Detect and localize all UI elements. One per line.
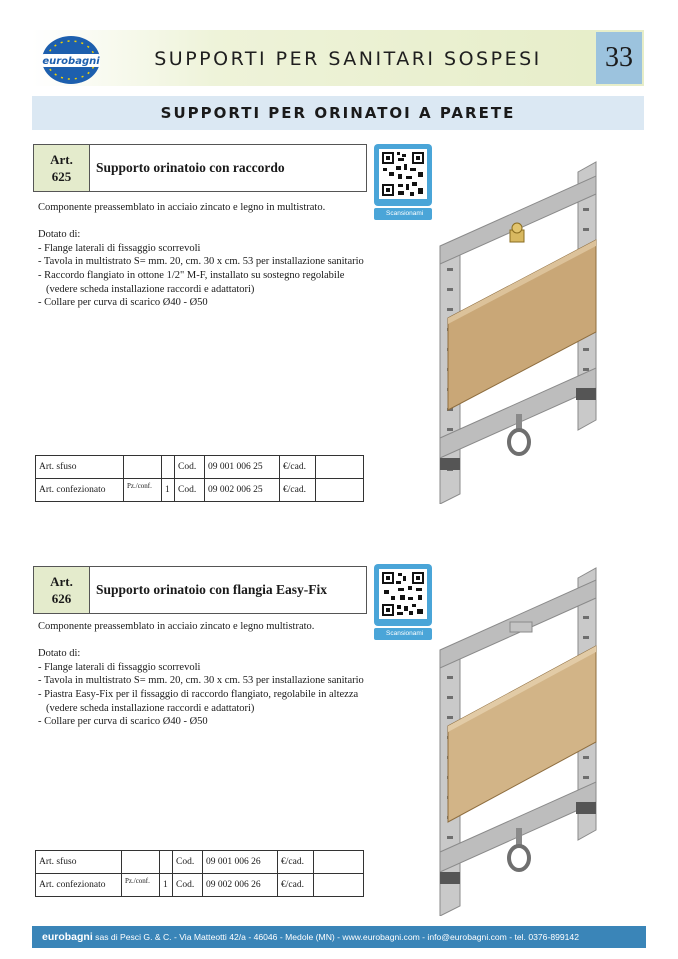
table-row (36, 851, 364, 874)
table-row (36, 456, 364, 479)
footer-contact: sas di Pesci G. & C. - Via Matteotti 42/a - 46046 - Medole (MN) - www.eurobagni.com - info@eurobagni.com - tel. 0376-899142 (95, 932, 579, 942)
table-cell: €/cad. (278, 874, 314, 897)
svg-text:eurobagni: eurobagni (42, 56, 100, 67)
urinal-support-625-image (420, 158, 610, 504)
equipped-label: Dotato di: (38, 648, 81, 660)
product-title-box (33, 566, 367, 614)
table-cell: Pz./conf. (124, 479, 162, 502)
product-title: Supporto orinatoio con flangia Easy-Fix (96, 582, 328, 597)
table-row (36, 479, 364, 502)
list-item: - Collare per curva di scarico Ø40 - Ø50 (38, 297, 208, 309)
description-intro: Componente preassemblato in acciaio zincato e legno multistrato. (38, 621, 315, 632)
table-cell (316, 479, 364, 502)
list-item: - Raccordo flangiato in ottone 1/2" M-F, installato su sostegno regolabile (vedere scheda installazione raccordi e adattatori) (38, 269, 345, 295)
product-description (38, 201, 368, 310)
art-label (34, 145, 90, 191)
table-cell: 09 002 006 25 (205, 479, 280, 502)
table-cell: 09 001 006 25 (205, 456, 280, 479)
art-number: 626 (51, 591, 72, 606)
table-cell: Art. sfuso (36, 851, 122, 874)
table-cell: €/cad. (280, 479, 316, 502)
table-cell: Cod. (175, 456, 205, 479)
table-cell: €/cad. (278, 851, 314, 874)
art-label (34, 567, 90, 613)
list-item: - Piastra Easy-Fix per il fissaggio di raccordo flangiato, regolabile in altezza (vedere scheda installazione raccordi e adattatori) (38, 688, 359, 714)
description-intro: Componente preassemblato in acciaio zincato e legno in multistrato. (38, 202, 326, 213)
table-cell: Cod. (173, 874, 203, 897)
page-title: SUPPORTI PER SANITARI SOSPESI (154, 48, 542, 70)
table-cell (314, 874, 364, 897)
list-item: - Tavola in multistrato S= mm. 20, cm. 30 x cm. 53 per installazione sanitario (38, 256, 364, 268)
section-title: SUPPORTI PER ORINATOI A PARETE (32, 96, 644, 130)
table-cell: Art. sfuso (36, 456, 124, 479)
product-description (38, 620, 368, 729)
list-item: - Collare per curva di scarico Ø40 - Ø50 (38, 716, 208, 728)
table-cell (314, 851, 364, 874)
table-cell: 1 (160, 874, 173, 897)
art-text: Art. (50, 574, 73, 589)
table-cell: Pz./conf. (122, 874, 160, 897)
table-cell: Cod. (175, 479, 205, 502)
code-table (35, 850, 364, 897)
list-item: - Flange laterali di fissaggio scorrevoli (38, 242, 201, 254)
footer-brand: eurobagni (42, 931, 93, 943)
table-cell: €/cad. (280, 456, 316, 479)
table-cell (316, 456, 364, 479)
table-row (36, 874, 364, 897)
table-cell: 1 (162, 479, 175, 502)
page-number: 33 (596, 32, 642, 84)
product-title: Supporto orinatoio con raccordo (96, 160, 285, 175)
art-number: 625 (51, 169, 72, 184)
table-cell (124, 456, 162, 479)
art-text: Art. (50, 152, 73, 167)
table-cell: Art. confezionato (36, 874, 122, 897)
code-table (35, 455, 364, 502)
qr-scan-label: Scansionami (374, 208, 432, 220)
table-cell: Cod. (173, 851, 203, 874)
table-cell (160, 851, 173, 874)
table-cell: Art. confezionato (36, 479, 124, 502)
equipped-label: Dotato di: (38, 229, 81, 241)
product-title-box (33, 144, 367, 192)
footer (32, 926, 646, 948)
urinal-support-626-image (420, 566, 610, 916)
eurobagni-logo (40, 34, 102, 86)
table-cell (122, 851, 160, 874)
qr-scan-label: Scansionami (374, 628, 432, 640)
list-item: - Flange laterali di fissaggio scorrevoli (38, 661, 201, 673)
table-cell: 09 001 006 26 (203, 851, 278, 874)
list-item: - Tavola in multistrato S= mm. 20, cm. 30 x cm. 53 per installazione sanitario (38, 675, 364, 687)
table-cell: 09 002 006 26 (203, 874, 278, 897)
table-cell (162, 456, 175, 479)
